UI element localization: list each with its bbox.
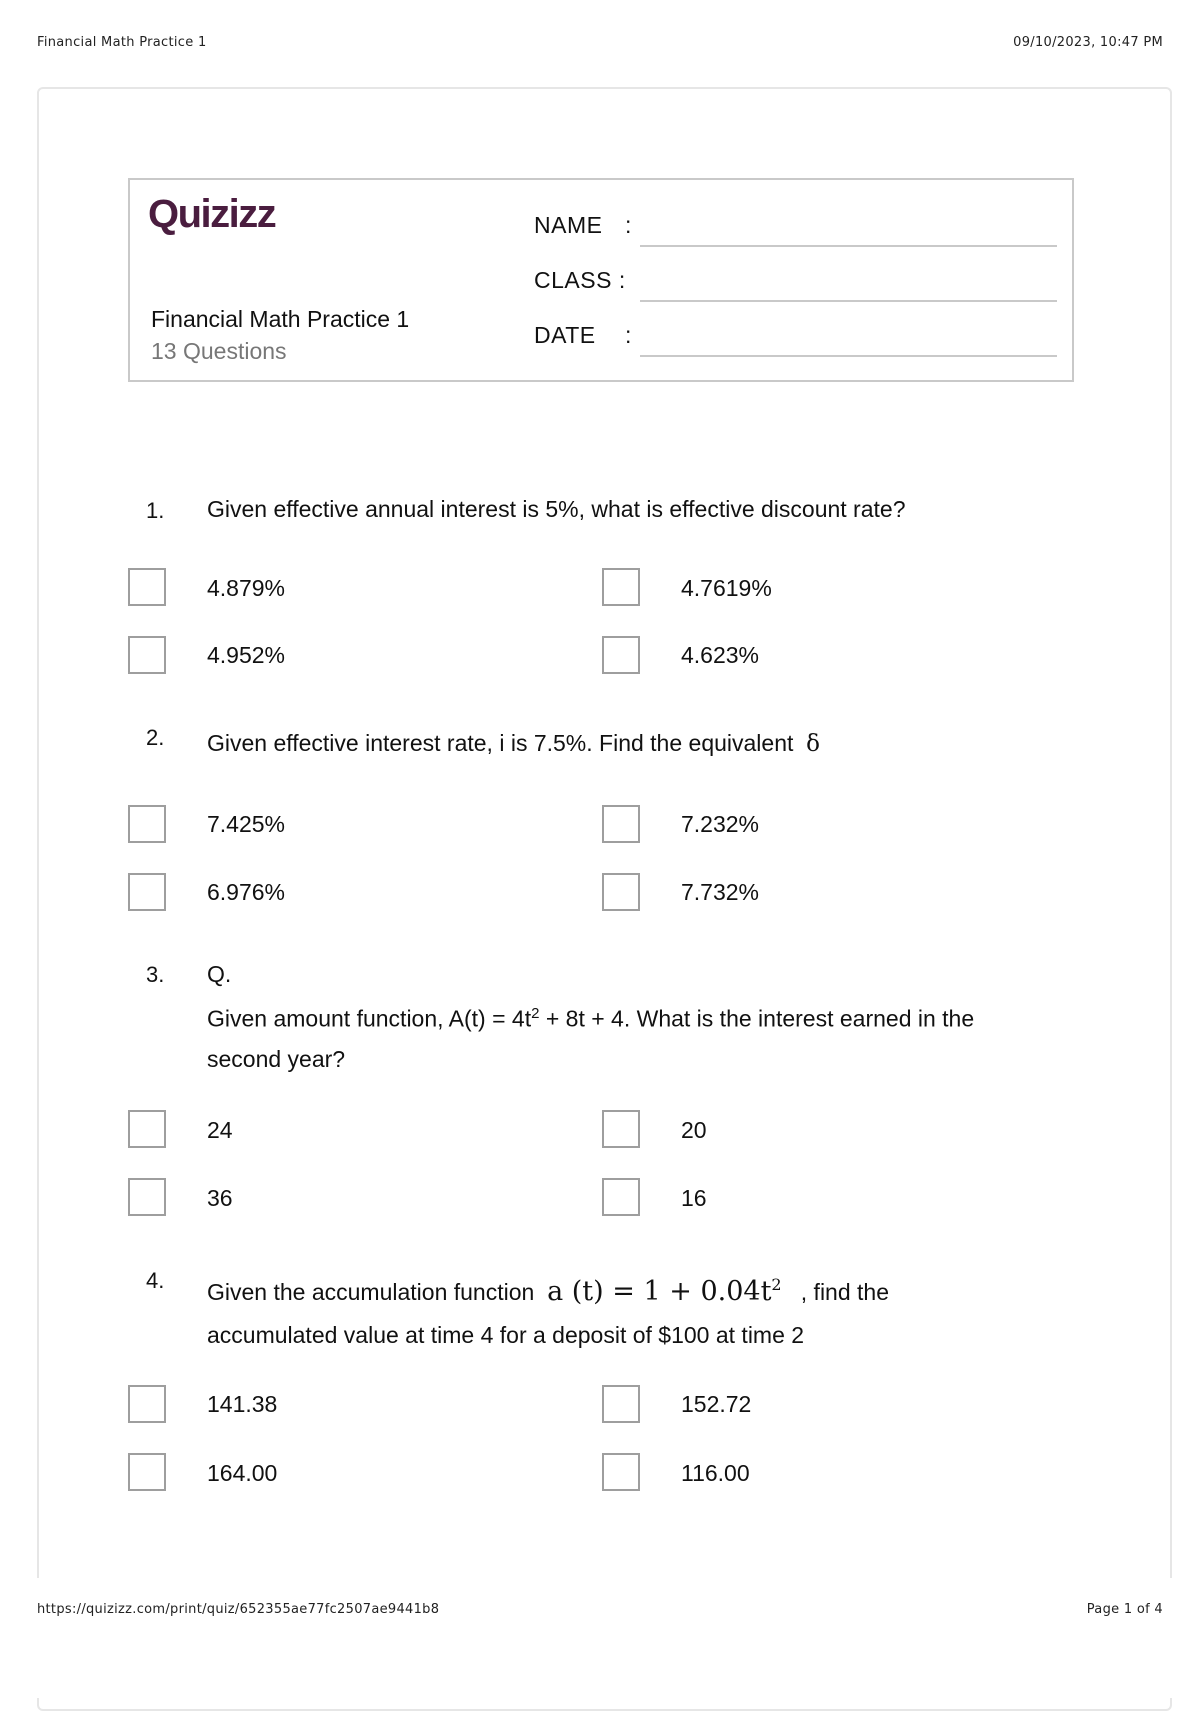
question-4-line-1 xyxy=(207,1263,1067,1314)
question-2-option-c: 6.976% xyxy=(207,879,286,905)
question-3-option-a-checkbox[interactable] xyxy=(128,1110,166,1148)
date-field[interactable] xyxy=(640,355,1057,357)
question-4-formula xyxy=(547,1276,782,1307)
question-1-option-c-checkbox[interactable] xyxy=(128,636,166,674)
class-label: CLASS : xyxy=(534,267,626,293)
question-3-line-1 xyxy=(207,994,1067,1039)
question-4-option-d-checkbox[interactable] xyxy=(602,1453,640,1491)
question-4-formula-superscript: 2 xyxy=(771,1275,782,1294)
question-1-option-b-checkbox[interactable] xyxy=(602,568,640,606)
question-2-number: 2. xyxy=(146,725,165,750)
question-4-line-2: accumulated value at time 4 for a deposit of $100 at time 2 xyxy=(207,1322,805,1348)
question-3-number: 3. xyxy=(146,962,165,987)
print-header xyxy=(37,35,1163,50)
question-4-option-b: 152.72 xyxy=(681,1391,752,1417)
question-3-text xyxy=(207,954,1067,1079)
question-4-option-c-checkbox[interactable] xyxy=(128,1453,166,1491)
question-3-prefix: Q. xyxy=(207,961,232,987)
question-4-text xyxy=(207,1263,1067,1357)
question-4-option-a: 141.38 xyxy=(207,1391,278,1417)
question-1-option-d: 4.623% xyxy=(681,642,760,668)
question-4-text-b: , find the xyxy=(800,1279,890,1305)
question-1-number: 1. xyxy=(146,498,165,523)
question-3-option-c: 36 xyxy=(207,1185,233,1211)
name-colon: : xyxy=(625,212,632,238)
question-4-text-a: Given the accumulation function xyxy=(207,1279,535,1305)
question-2-option-b: 7.232% xyxy=(681,811,760,837)
question-3-option-c-checkbox[interactable] xyxy=(128,1178,166,1216)
question-1-option-c: 4.952% xyxy=(207,642,286,668)
quizizz-logo: Quizizz xyxy=(148,192,276,236)
date-label: DATE xyxy=(534,322,596,348)
question-4-option-b-checkbox[interactable] xyxy=(602,1385,640,1423)
question-1-option-a-checkbox[interactable] xyxy=(128,568,166,606)
question-2-option-c-checkbox[interactable] xyxy=(128,873,166,911)
question-2-option-d-checkbox[interactable] xyxy=(602,873,640,911)
question-1-option-b: 4.7619% xyxy=(681,575,772,601)
question-4-option-a-checkbox[interactable] xyxy=(128,1385,166,1423)
print-title: Financial Math Practice 1 xyxy=(37,35,207,50)
question-3-option-b: 20 xyxy=(681,1117,707,1143)
question-4-number: 4. xyxy=(146,1268,165,1293)
print-datetime: 09/10/2023, 10:47 PM xyxy=(1013,35,1163,50)
question-3-option-b-checkbox[interactable] xyxy=(602,1110,640,1148)
question-3-option-d: 16 xyxy=(681,1185,707,1211)
question-3-text-b: + 8t + 4. What is the interest earned in the xyxy=(539,1005,975,1032)
page-indicator: Page 1 of 4 xyxy=(1086,1602,1163,1617)
name-field[interactable] xyxy=(640,245,1057,247)
question-4-formula-text: a (t) = 1 + 0.04t xyxy=(547,1276,772,1307)
question-2-option-a-checkbox[interactable] xyxy=(128,805,166,843)
print-url[interactable]: https://quizizz.com/print/quiz/652355ae77fc2507ae9441b8 xyxy=(37,1602,440,1617)
question-4-option-c: 164.00 xyxy=(207,1460,278,1486)
name-label: NAME xyxy=(534,212,603,238)
question-1-text: Given effective annual interest is 5%, what is effective discount rate? xyxy=(207,496,906,522)
question-2-option-b-checkbox[interactable] xyxy=(602,805,640,843)
question-1-option-a: 4.879% xyxy=(207,575,286,601)
question-count: 13 Questions xyxy=(151,338,287,364)
delta-symbol: δ xyxy=(806,731,821,757)
question-2-option-d: 7.732% xyxy=(681,879,760,905)
quiz-title: Financial Math Practice 1 xyxy=(151,306,410,332)
question-3-option-a: 24 xyxy=(207,1117,233,1143)
question-3-text-a: Given amount function, A(t) = 4t xyxy=(207,1005,532,1032)
question-3-line-2: second year? xyxy=(207,1045,346,1072)
question-2-option-a: 7.425% xyxy=(207,811,286,837)
question-1-option-d-checkbox[interactable] xyxy=(602,636,640,674)
question-2-text-main: Given effective interest rate, i is 7.5%. Find the equivalent xyxy=(207,730,794,756)
question-4-option-d: 116.00 xyxy=(681,1460,750,1486)
question-2-text xyxy=(207,723,1067,764)
question-3-superscript: 2 xyxy=(531,1005,540,1022)
question-3-option-d-checkbox[interactable] xyxy=(602,1178,640,1216)
date-colon: : xyxy=(625,322,632,348)
class-field[interactable] xyxy=(640,300,1057,302)
footer-backdrop xyxy=(0,1578,1200,1698)
print-footer xyxy=(37,1602,1163,1617)
